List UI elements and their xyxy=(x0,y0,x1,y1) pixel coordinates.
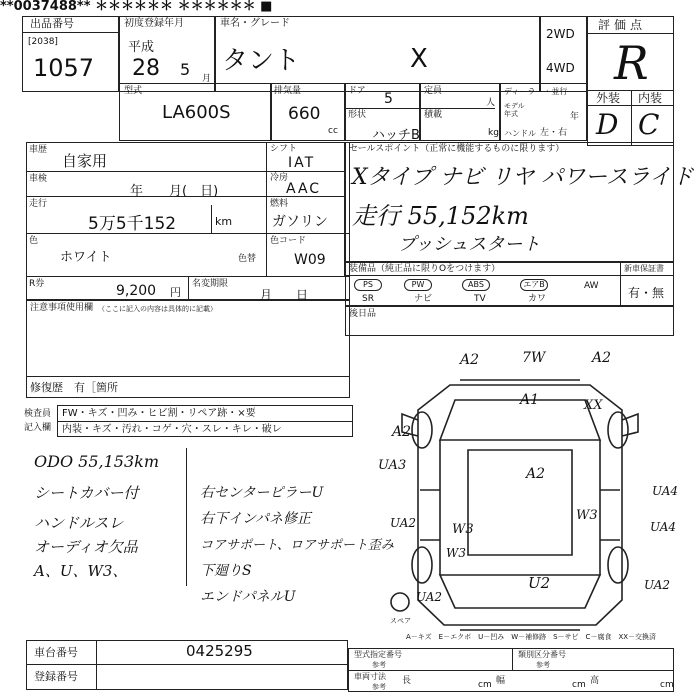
cat-ref: 参考 xyxy=(536,661,550,669)
color-change-label: 色替 xyxy=(238,254,257,264)
use-value: 自家用 xyxy=(62,152,108,170)
rear-seat-label: 後日品 xyxy=(349,309,377,319)
dealer-label: ディーラー・並行 xyxy=(504,87,568,96)
equip-aw: AW xyxy=(584,281,599,291)
shape-label: 形状 xyxy=(348,110,367,120)
mark-16: UA2 xyxy=(644,578,671,592)
mark-1: A2 xyxy=(460,352,480,368)
length-unit: cm xyxy=(478,680,492,690)
note-2: シートカバー付 xyxy=(34,484,139,502)
mark-17: UA2 xyxy=(416,590,443,604)
width-unit: cm xyxy=(572,680,586,690)
lot-code: [2038] xyxy=(28,37,58,47)
fuel-label: 燃料 xyxy=(270,199,289,209)
size-ref: 参考 xyxy=(372,683,386,691)
equip-leather: カワ xyxy=(528,294,547,304)
model: LA600S xyxy=(162,102,231,123)
top-strip: **0037488** ＊＊＊＊＊＊ ＊＊＊＊＊＊ ■ xyxy=(0,0,273,14)
name-change-label: 名変期限 xyxy=(192,279,229,289)
note-5: A、U、W3、 xyxy=(34,562,128,580)
diagram-legend: A－キズ E－エクボ U－凹み W－補修跡 S－サビ C－腐食 XX－交換済 xyxy=(406,633,657,641)
inspect-value: 年 月( 日) xyxy=(130,184,219,199)
mileage-value: 5万5千152 xyxy=(88,214,177,234)
equip-abs: ABS xyxy=(462,279,490,291)
lot-label: 出品番号 xyxy=(30,17,74,30)
notes-sub: （ここに記入の内容は具体的に記載） xyxy=(98,305,217,313)
repair-value: 有［箇所 xyxy=(74,381,118,394)
model-label: 型式 xyxy=(124,86,143,96)
mark-5: XX xyxy=(584,398,603,413)
mark-14: W3 xyxy=(446,546,466,560)
reg-month: 5 xyxy=(180,60,191,79)
car-diagram xyxy=(360,340,680,640)
year-unit: 年 xyxy=(570,112,580,122)
note-8: コアサポート、ロアサポート歪み xyxy=(200,538,394,553)
interior-label: 内装 xyxy=(638,91,663,105)
sales-line3: プッシュスタート xyxy=(398,234,541,255)
mark-3: A2 xyxy=(592,350,612,366)
capacity-label: 定員 xyxy=(424,86,443,96)
color-label: 色 xyxy=(29,236,39,246)
plate-label: 車台番号 xyxy=(34,646,78,659)
equipment-label: 装備品（純正品に限りOをつけます） xyxy=(349,264,501,274)
warranty-value: 有・無 xyxy=(628,286,665,300)
km-unit: km xyxy=(215,215,233,228)
cat-label: 類別区分番号 xyxy=(518,650,566,659)
color-code-value: W09 xyxy=(294,252,326,268)
handle-value: 左・右 xyxy=(540,128,568,138)
repair-label: 修復歴 xyxy=(30,381,63,394)
displacement-label: 排気量 xyxy=(274,86,302,96)
inspector-row1: FW・キズ・凹み・ヒビ割・リペア跡・×要 xyxy=(62,408,256,419)
mark-7: UA3 xyxy=(378,458,407,473)
model-year-label: モデル年式 xyxy=(504,102,525,118)
recycle-label: R券 xyxy=(29,279,45,289)
score-value: R xyxy=(614,36,649,90)
mileage-label: 走行 xyxy=(29,199,48,209)
sales-line2: 走行 55,152km xyxy=(352,202,529,230)
mark-9: W3 xyxy=(452,522,474,537)
car-name: タント xyxy=(222,46,301,76)
mark-4: A1 xyxy=(520,392,540,408)
equip-ps: PS xyxy=(354,279,382,291)
width-label: 幅 xyxy=(496,676,506,686)
doors: 5 xyxy=(384,91,393,107)
use-label: 車歴 xyxy=(29,145,48,155)
height-label: 高 xyxy=(590,676,600,686)
equip-airbag: エアB xyxy=(520,279,548,291)
shift-value: IAT xyxy=(288,155,316,171)
plate-value: 0425295 xyxy=(186,642,253,660)
inspector-row2: 内装・キズ・汚れ・コゲ・穴・スレ・キレ・破レ xyxy=(62,424,282,435)
note-10: エンドパネルU xyxy=(200,589,296,605)
length-label: 長 xyxy=(402,676,412,686)
exterior-label: 外装 xyxy=(596,91,621,105)
equip-navi: ナビ xyxy=(414,294,433,304)
rear-seat-box xyxy=(345,306,674,336)
size-label: 車両寸法 xyxy=(354,672,386,681)
equip-sr: SR xyxy=(362,294,374,304)
equip-pw: PW xyxy=(404,279,432,291)
capacity-unit: 人 xyxy=(486,98,496,108)
note-6: 右センターピラーU xyxy=(200,485,324,501)
note-3: ハンドルスレ xyxy=(34,514,124,532)
mark-2: 7W xyxy=(522,350,546,366)
fuel-value: ガソリン xyxy=(272,214,328,230)
reg-number-label: 登録番号 xyxy=(34,670,78,683)
note-1: ODO 55,153km xyxy=(34,452,159,471)
drive-4wd: 4WD xyxy=(546,61,575,75)
mark-8: A2 xyxy=(526,466,546,482)
door-label: ドア xyxy=(348,86,366,96)
recycle-value: 9,200 xyxy=(116,283,157,299)
note-7: 右下インパネ修正 xyxy=(200,511,312,527)
mark-12: W3 xyxy=(576,508,598,523)
load-unit: kg xyxy=(488,128,499,138)
equip-tv: TV xyxy=(474,294,486,304)
note-9: 下廻りS xyxy=(200,563,252,579)
score-label: 評価点 xyxy=(598,18,647,32)
cc-unit: cc xyxy=(328,126,338,136)
sales-point-label: セールスポイント（正常に機能するものに限ります） xyxy=(349,144,565,154)
name-label: 車名・グレード xyxy=(220,18,290,29)
spare-label: スペア xyxy=(390,617,411,625)
height-unit: cm xyxy=(660,680,674,690)
mark-15: U2 xyxy=(528,574,551,592)
shape: ハッチB xyxy=(372,128,420,143)
lot-number: 1057 xyxy=(33,54,95,82)
mark-13: UA4 xyxy=(650,520,677,534)
reg-year: 28 xyxy=(132,56,160,81)
shift-label: シフト xyxy=(270,144,298,154)
color-code-label: 色コード xyxy=(270,236,307,246)
load-label: 積載 xyxy=(424,110,443,120)
notes-label: 注意事項使用欄 xyxy=(30,303,94,313)
drive-2wd: 2WD xyxy=(546,27,575,41)
sales-line1: Xタイプ ナビ リヤ パワースライド xyxy=(352,165,694,190)
mark-10: UA4 xyxy=(652,484,679,498)
handle-label: ハンドル xyxy=(504,129,536,138)
inspect-label: 車検 xyxy=(29,174,48,184)
interior-value: C xyxy=(638,108,660,141)
era: 平成 xyxy=(128,40,155,55)
mark-11: UA2 xyxy=(390,516,417,530)
yen-unit: 円 xyxy=(170,286,181,299)
ac-value: AAC xyxy=(286,181,322,197)
grade: X xyxy=(410,44,428,74)
reg-month-unit: 月 xyxy=(202,74,212,84)
displacement: 660 xyxy=(288,104,321,124)
inspector-label-2: 記入欄 xyxy=(24,423,52,433)
exterior-value: D xyxy=(596,108,619,141)
warranty-label: 新車保証書 xyxy=(624,264,664,273)
reg-label: 初度登録年月 xyxy=(124,18,184,29)
inspector-label-1: 検査員 xyxy=(24,409,52,419)
color-value: ホワイト xyxy=(60,250,112,265)
name-change-value: 月 日 xyxy=(260,288,309,302)
type-ref: 参考 xyxy=(372,661,386,669)
type-label: 型式指定番号 xyxy=(354,650,402,659)
mark-6: A2 xyxy=(392,424,412,440)
ac-label: 冷房 xyxy=(270,173,289,183)
note-4: オーディオ欠品 xyxy=(34,538,138,556)
